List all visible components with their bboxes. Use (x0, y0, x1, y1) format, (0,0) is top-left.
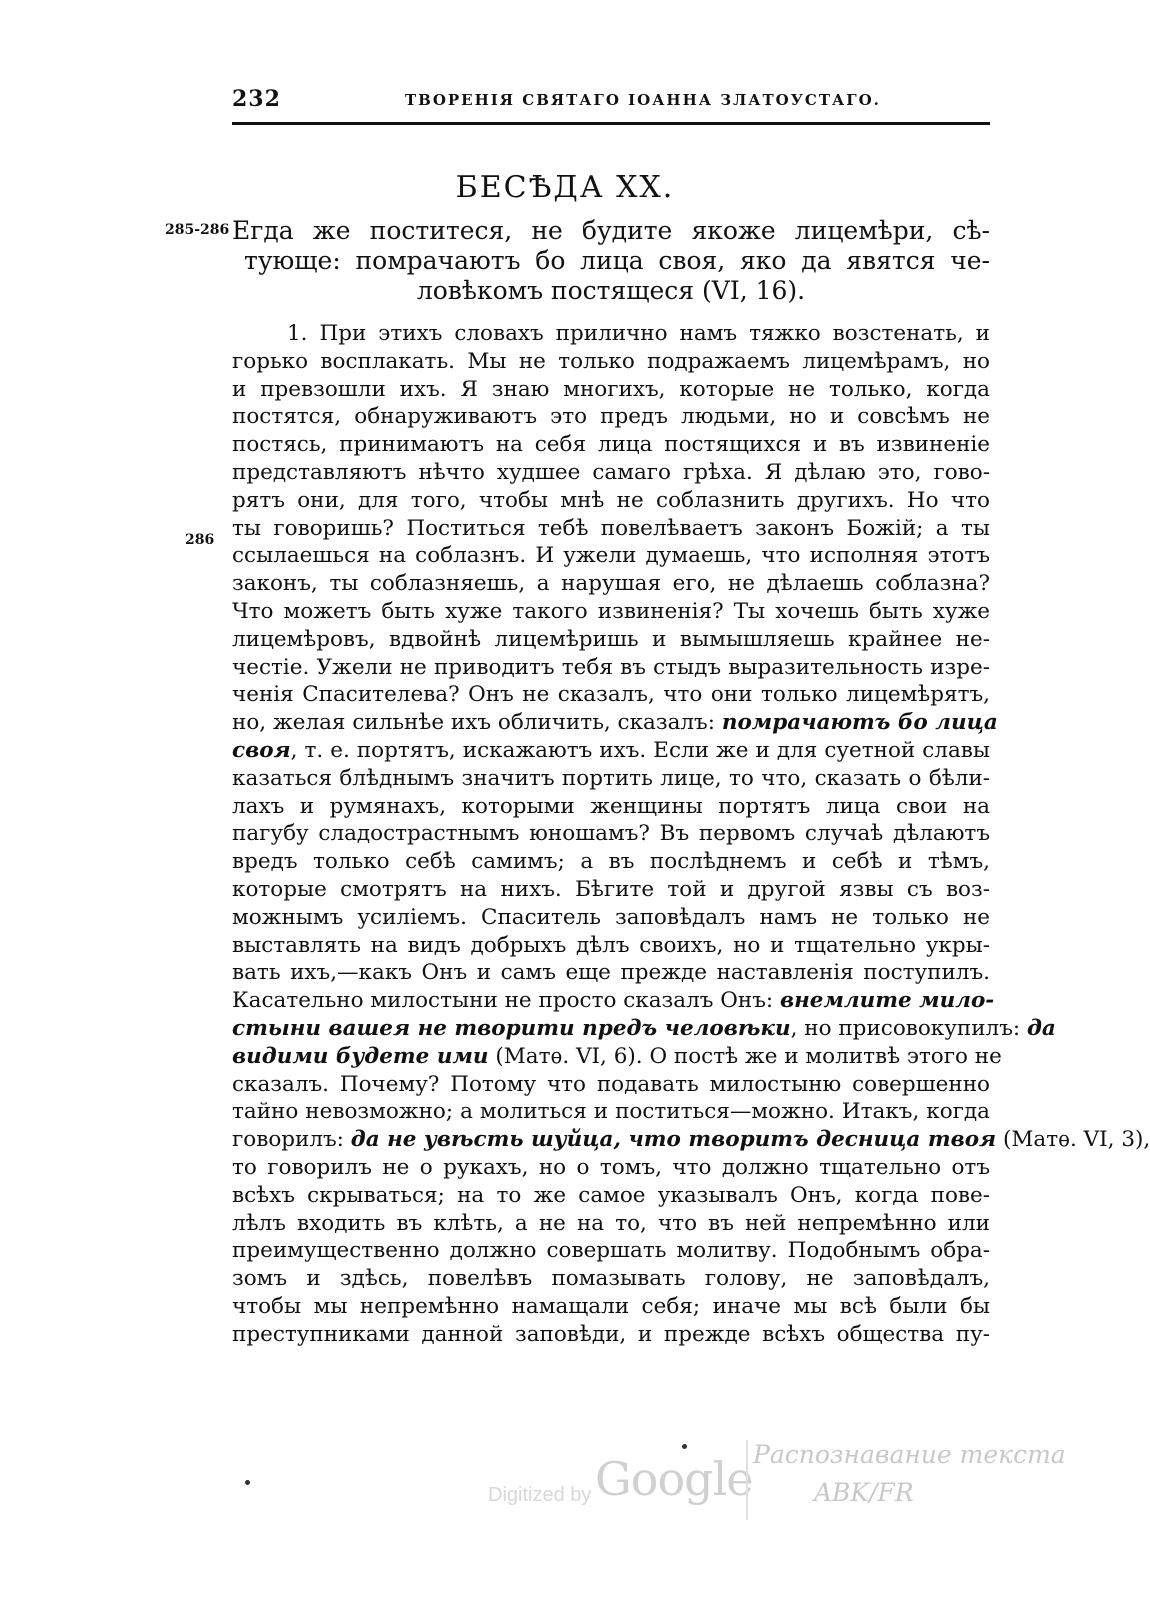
body-line: Что можетъ быть хуже такого извиненія? Ты хочешь быть хуже (232, 598, 990, 624)
body-line: но, желая сильнѣе ихъ обличить, сказалъ: помрачаютъ бо лица (232, 710, 998, 736)
body-line: законъ, ты соблазняешь, а нарушая его, не дѣлаешь соблазна? (232, 571, 990, 597)
sermon-body (232, 320, 1150, 1348)
recognition-credit-initials: ABK/FR (814, 1478, 914, 1507)
body-line: зомъ и здѣсь, повелѣвъ помазывать голову, не заповѣдалъ, (232, 1266, 990, 1292)
epigraph-line: тующе: помрачаютъ бо лица своя, яко да явятся че- (244, 246, 990, 275)
body-line: и превзошли ихъ. Я знаю многихъ, которые не только, когда (232, 376, 990, 402)
scripture-quote: видими будете ими (232, 1043, 489, 1069)
sermon-title: БЕСѢДА XX. (455, 170, 675, 205)
body-line: лахъ и румянахъ, которыми женщины портятъ лица свои на (232, 793, 990, 819)
body-line: чтобы мы непремѣнно намащали себя; иначе мы всѣ были бы (232, 1293, 990, 1319)
body-line: всѣхъ скрываться; на то же самое указывалъ Онъ, когда пове- (232, 1182, 990, 1208)
watermark-divider (746, 1440, 748, 1520)
page-number: 232 (232, 86, 281, 112)
epigraph-line: Егда же поститеся, не будите якоже лицемѣри, сѣ- (232, 216, 990, 245)
body-line: ченія Спасителева? Онъ не сказалъ, что они только лицемѣрятъ, (232, 682, 990, 708)
body-line: постятся, обнаруживаютъ это предъ людьми, но и совсѣмъ не (232, 404, 990, 430)
body-line: честіе. Ужели не приводитъ тебя въ стыдъ выразительность изре- (232, 654, 990, 680)
body-line: постясь, принимаютъ на себя лица постящихся и въ извиненіе (232, 432, 990, 458)
body-line: пагубу сладострастнымъ юношамъ? Въ первомъ случаѣ дѣлаютъ (232, 821, 990, 847)
epigraph-line: ловѣкомъ постящеся (VI, 16). (416, 276, 806, 305)
body-line: своя, т. е. портятъ, искажаютъ ихъ. Если же и для суетной славы (232, 737, 990, 763)
body-line: сказалъ. Почему? Потому что подавать милостыню совершенно (232, 1071, 990, 1097)
running-title: ТВОРЕНІЯ СВЯТАГО ІОАННА ЗЛАТОУСТАГО. (405, 91, 881, 109)
body-line: то говорилъ не о рукахъ, но о томъ, что должно тщательно отъ (232, 1154, 990, 1180)
body-line: 1. При этихъ словахъ прилично намъ тяжко возстенать, и (287, 321, 990, 346)
body-line: тайно невозможно; а молиться и поститься—можно. Итакъ, когда (232, 1099, 990, 1125)
body-line: горько восплакать. Мы не только подражаемъ лицемѣрамъ, но (232, 348, 990, 374)
body-line: казаться блѣднымъ значитъ портить лице, то что, сказать о бѣли- (232, 765, 990, 791)
body-line: ссылаешься на соблазнъ. И ужели думаешь, что исполняя этотъ (232, 543, 990, 569)
recognition-credit: Распознавание текста (753, 1440, 1066, 1469)
body-line: можнымъ усиліемъ. Спаситель заповѣдалъ намъ не только не (232, 904, 990, 930)
scripture-quote: помрачаютъ бо лица (721, 710, 998, 736)
body-line: Касательно милостыни не просто сказалъ Онъ: внемлите мило- (232, 988, 995, 1014)
digitized-by-label: Digitized by (488, 1484, 592, 1506)
google-logo: Google (595, 1452, 753, 1506)
epigraph (232, 216, 990, 306)
body-line: выставлять на видъ добрыхъ дѣлъ своихъ, но и тщательно укры- (232, 932, 990, 958)
scripture-quote: внемлите мило- (779, 988, 995, 1014)
body-line: лѣлъ входить въ клѣть, а не на то, что въ ней непремѣнно или (232, 1210, 990, 1236)
body-line: вредъ только себѣ самимъ; а въ послѣднемъ и себѣ и тѣмъ, (232, 849, 990, 875)
body-line: преступниками данной заповѣди, и прежде всѣхъ общества пу- (232, 1321, 990, 1347)
body-line: говорилъ: да не увѣсть шуйца, что творитъ десница твоя (Матѳ. VI, 3), (232, 1127, 1150, 1153)
body-line: ты говоришь? Поститься тебѣ повелѣваетъ законъ Божій; а ты (232, 515, 990, 541)
body-line: рятъ они, для того, чтобы мнѣ не соблазнить другихъ. Но что (232, 487, 990, 513)
page-speck (245, 1480, 250, 1485)
scripture-quote: да не увѣсть шуйца, что творитъ десница твоя (350, 1127, 997, 1153)
scripture-quote: стыни вашея не творити предъ человѣки (232, 1015, 791, 1041)
body-line: видими будете ими (Матѳ. VI, 6). О постѣ же и молитвѣ этого не (232, 1043, 1002, 1069)
header-rule (232, 122, 990, 125)
body-line: лицемѣровъ, вдвойнѣ лицемѣришь и вымышляешь крайнее не- (232, 626, 990, 652)
body-line: преимущественно должно совершать молитву. Подобнымъ обра- (232, 1238, 990, 1264)
body-line: представляютъ нѣчто худшее самаго грѣха. Я дѣлаю это, гово- (232, 459, 990, 485)
scripture-quote: своя (232, 737, 291, 763)
page-speck (682, 1444, 687, 1449)
body-line: которые смотрятъ на нихъ. Бѣгите той и другой язвы съ воз- (232, 876, 990, 902)
body-line: вать ихъ,—какъ Онъ и самъ еще прежде наставленія поступилъ. (232, 960, 990, 986)
scripture-quote: да (1026, 1015, 1056, 1041)
margin-note-epigraph: 285-286 (165, 222, 230, 238)
body-line: стыни вашея не творити предъ человѣки, но присовокупилъ: да (232, 1015, 1056, 1041)
margin-note-body: 286 (185, 532, 215, 548)
